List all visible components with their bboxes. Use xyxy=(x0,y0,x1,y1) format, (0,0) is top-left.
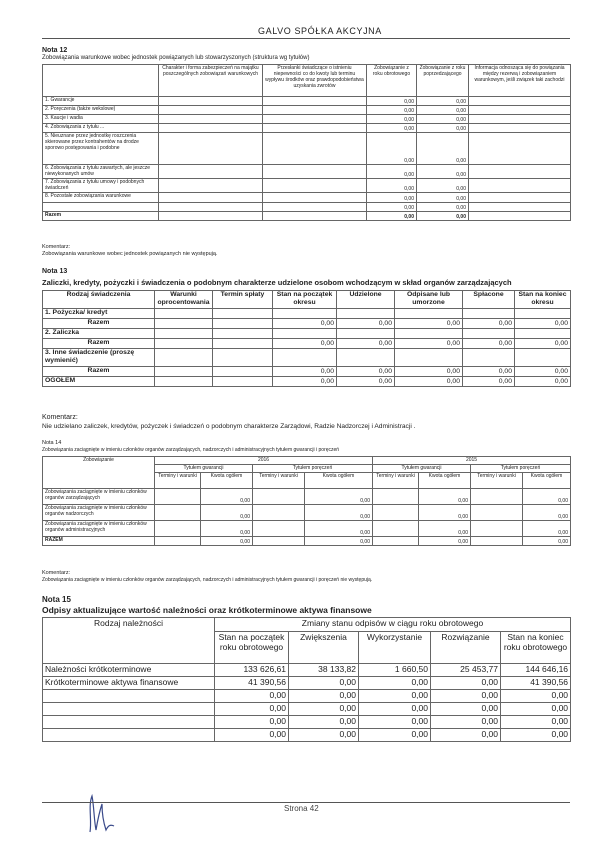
table-row xyxy=(43,677,571,690)
cell-value: 0,00 xyxy=(419,537,471,546)
row-value: 0,00 xyxy=(417,106,469,115)
cell-value: 0,00 xyxy=(305,505,373,521)
row-label: 4. Zobowiązania z tytułu ... xyxy=(43,124,159,133)
row-value: 0,00 xyxy=(367,115,417,124)
note13-table xyxy=(42,290,571,387)
table-total-row xyxy=(43,537,571,546)
note12-col-3: Zobowiązanie z roku obrotowego xyxy=(367,65,417,97)
note15-table xyxy=(42,617,571,742)
cell-value: 25 453,77 xyxy=(431,664,501,677)
table-row xyxy=(43,690,571,703)
year-2016: 2016 xyxy=(155,457,373,465)
cell-value: 0,00 xyxy=(395,339,463,349)
sub-kwota: Kwota ogółem xyxy=(201,473,253,489)
cell-value: 0,00 xyxy=(501,729,571,742)
footer-rule xyxy=(42,802,570,803)
group-poreczen: Tytułem poręczeń xyxy=(471,465,571,473)
cell-value: 38 133,82 xyxy=(289,664,359,677)
row-label: 1. Gwarancje xyxy=(43,97,159,106)
table-row xyxy=(43,716,571,729)
table-total-row xyxy=(43,377,571,387)
cell-value: 0,00 xyxy=(359,716,431,729)
note15-title: Odpisy aktualizujące wartość należności oraz krótkoterminowe aktywa finansowe xyxy=(42,605,372,615)
razem-label: Razem xyxy=(43,367,155,377)
razem-label: Razem xyxy=(43,339,155,349)
note14-label: Nota 14 xyxy=(42,440,62,446)
note14-col0: Zobowiązanie xyxy=(43,457,155,489)
sub-kwota: Kwota ogółem xyxy=(523,473,571,489)
cell-value: 0,00 xyxy=(515,339,571,349)
company-header: GALVO SPÓŁKA AKCYJNA xyxy=(258,26,382,36)
cell-value: 0,00 xyxy=(201,521,253,537)
table-row xyxy=(43,729,571,742)
note14-comment-label: Komentarz: xyxy=(42,570,71,576)
note12-col-5: Informacja odnosząca się do powiązania między rezerwą i zobowiązaniem warunkowym, jeśli związek taki zachodzi xyxy=(469,65,571,97)
cell-value: 1 660,50 xyxy=(359,664,431,677)
cell-value: 0,00 xyxy=(431,716,501,729)
cell-value: 0,00 xyxy=(501,703,571,716)
row-value: 0,00 xyxy=(417,133,469,165)
row-label xyxy=(43,690,215,703)
table-row xyxy=(43,115,571,124)
note15-col0: Rodzaj należności xyxy=(43,618,215,664)
cell-value: 0,00 xyxy=(215,690,289,703)
cell-value: 0,00 xyxy=(289,703,359,716)
table-row xyxy=(43,179,571,193)
cell-value: 0,00 xyxy=(463,377,515,387)
note12-col-0 xyxy=(43,65,159,97)
cell-value: 0,00 xyxy=(273,339,337,349)
cell-value: 0,00 xyxy=(289,729,359,742)
note13-col: Rodzaj świadczenia xyxy=(43,291,155,309)
cell-value: 0,00 xyxy=(523,489,571,505)
row-label: 5. Nieuznane przez jednostkę roszczenia skierowane przez kontrahentów na drodze sporowo postępowania i podobne xyxy=(43,133,159,165)
cell-value: 0,00 xyxy=(463,319,515,329)
sub-terminy: Terminy i warunki xyxy=(471,473,523,489)
row-label: 8. Pozostałe zobowiązania warunkowe xyxy=(43,193,159,203)
note13-col: Spłacone xyxy=(463,291,515,309)
cell-value: 0,00 xyxy=(515,319,571,329)
row-value: 0,00 xyxy=(367,193,417,203)
note15-col: Rozwiązanie xyxy=(431,632,501,664)
header-rule xyxy=(42,38,570,39)
cell-value: 0,00 xyxy=(431,703,501,716)
cell-value: 0,00 xyxy=(501,716,571,729)
cell-value: 0,00 xyxy=(273,367,337,377)
row-label: RAZEM xyxy=(43,537,155,546)
cell-value: 0,00 xyxy=(431,690,501,703)
table-row xyxy=(43,97,571,106)
note12-col-1: Charakter i forma zabezpieczeń na majątku poszczególnych zobowiązań warunkowych xyxy=(159,65,263,97)
row-label: 6. Zobowiązania z tytułu zawartych, ale jeszcze niewykonanych umów xyxy=(43,165,159,179)
row-value: 0,00 xyxy=(417,179,469,193)
group-label: 2. Zaliczka xyxy=(43,329,155,339)
note13-comment: Nie udzielano zaliczek, kredytów, pożyczek i świadczeń o podobnym charakterze Zarządowi, Radzie Nadzorczej i Administracji . xyxy=(42,423,416,430)
row-label: 7. Zobowiązania z tytułu umowy i podobnych świadczeń xyxy=(43,179,159,193)
row-value: 0,00 xyxy=(417,203,469,212)
cell-value: 0,00 xyxy=(215,729,289,742)
row-value: 0,00 xyxy=(367,97,417,106)
cell-value: 0,00 xyxy=(201,537,253,546)
group-label: 3. Inne świadczenie (proszę wymienić) xyxy=(43,349,155,367)
cell-value: 0,00 xyxy=(201,505,253,521)
note14-year-row xyxy=(43,457,571,465)
group-gwarancji: Tytułem gwarancji xyxy=(373,465,471,473)
note15-col: Zwiększenia xyxy=(289,632,359,664)
note14-table xyxy=(42,456,571,546)
cell-value: 41 390,56 xyxy=(215,677,289,690)
total-label: OGÓŁEM xyxy=(43,377,155,387)
table-row xyxy=(43,505,571,521)
cell-value: 0,00 xyxy=(419,489,471,505)
cell-value: 144 646,16 xyxy=(501,664,571,677)
cell-value: 0,00 xyxy=(431,729,501,742)
cell-value: 41 390,56 xyxy=(501,677,571,690)
row-value: 0,00 xyxy=(417,124,469,133)
note13-col: Termin spłaty xyxy=(213,291,273,309)
group-poreczen: Tytułem poręczeń xyxy=(253,465,373,473)
cell-value: 0,00 xyxy=(419,521,471,537)
note14-comment: Zobowiązania zaciągnięte w imieniu członków organów zarządzających, nadzorczych i administracyjnych tytułem gwarancji i poręczeń nie występują. xyxy=(42,577,373,583)
cell-value: 0,00 xyxy=(395,367,463,377)
note12-comment-label: Komentarz: xyxy=(42,244,71,250)
cell-value: 0,00 xyxy=(523,537,571,546)
cell-value: 0,00 xyxy=(337,319,395,329)
row-label: Razem xyxy=(43,212,159,221)
cell-value: 0,00 xyxy=(289,716,359,729)
signature-image xyxy=(84,792,118,838)
row-label: Należności krótkoterminowe xyxy=(43,664,215,677)
cell-value: 0,00 xyxy=(215,703,289,716)
cell-value: 0,00 xyxy=(289,690,359,703)
note15-col: Stan na początek roku obrotowego xyxy=(215,632,289,664)
note15-group-row xyxy=(43,618,571,632)
cell-value: 0,00 xyxy=(523,521,571,537)
row-label: Zobowiązania zaciągnięte w imieniu członków organów nadzorczych xyxy=(43,505,155,521)
sub-terminy: Terminy i warunki xyxy=(373,473,419,489)
year-2015: 2015 xyxy=(373,457,571,465)
note13-comment-label: Komentarz: xyxy=(42,414,78,421)
table-row xyxy=(43,309,571,319)
table-row xyxy=(43,319,571,329)
row-label xyxy=(43,203,159,212)
row-label xyxy=(43,703,215,716)
group-label: 1. Pożyczka/ kredyt xyxy=(43,309,155,319)
row-label: Krótkoterminowe aktywa finansowe xyxy=(43,677,215,690)
cell-value: 0,00 xyxy=(337,377,395,387)
row-label: 2. Poręczenia (także wekslowe) xyxy=(43,106,159,115)
sub-kwota: Kwota ogółem xyxy=(419,473,471,489)
table-row xyxy=(43,703,571,716)
cell-value: 0,00 xyxy=(273,377,337,387)
page-number: Strona 42 xyxy=(284,804,319,813)
row-label: Zobowiązania zaciągnięte w imieniu członków organów zarządzających xyxy=(43,489,155,505)
cell-value: 0,00 xyxy=(431,677,501,690)
table-row xyxy=(43,664,571,677)
table-row xyxy=(43,329,571,339)
cell-value: 0,00 xyxy=(523,505,571,521)
cell-value: 0,00 xyxy=(305,489,373,505)
table-row xyxy=(43,133,571,165)
cell-value: 0,00 xyxy=(289,677,359,690)
table-row xyxy=(43,367,571,377)
cell-value: 0,00 xyxy=(337,367,395,377)
row-label: 3. Kaucje i wadia xyxy=(43,115,159,124)
note13-col: Stan na początek okresu xyxy=(273,291,337,309)
row-value: 0,00 xyxy=(367,212,417,221)
table-row xyxy=(43,165,571,179)
cell-value: 0,00 xyxy=(515,367,571,377)
cell-value: 0,00 xyxy=(337,339,395,349)
row-value: 0,00 xyxy=(367,203,417,212)
cell-value: 0,00 xyxy=(359,677,431,690)
note13-col: Udzielone xyxy=(337,291,395,309)
table-row xyxy=(43,489,571,505)
cell-value: 0,00 xyxy=(501,690,571,703)
sub-terminy: Terminy i warunki xyxy=(155,473,201,489)
row-label xyxy=(43,729,215,742)
note12-col-2: Przesłanki świadczące o istnieniu niepewności co do kwoty lub terminu wypływu środków oraz prawdopodobieństwa uzyskania zwrotów xyxy=(263,65,367,97)
note12-label: Nota 12 xyxy=(42,47,68,54)
cell-value: 0,00 xyxy=(463,339,515,349)
cell-value: 133 626,61 xyxy=(215,664,289,677)
cell-value: 0,00 xyxy=(273,319,337,329)
note12-comment: Zobowiązania warunkowe wobec jednostek powiązanych nie występują. xyxy=(42,251,218,257)
note13-header-row xyxy=(43,291,571,309)
note13-title: Zaliczki, kredyty, pożyczki i świadczenia o podobnym charakterze udzielone osobom wchodzącym w skład organów zarządzających xyxy=(42,278,512,287)
sub-terminy: Terminy i warunki xyxy=(253,473,305,489)
cell-value: 0,00 xyxy=(395,319,463,329)
row-value: 0,00 xyxy=(417,165,469,179)
row-value: 0,00 xyxy=(417,193,469,203)
note12-header-row xyxy=(43,65,571,97)
cell-value: 0,00 xyxy=(201,489,253,505)
note12-col-4: Zobowiązanie z roku poprzedzającego xyxy=(417,65,469,97)
table-row xyxy=(43,106,571,115)
cell-value: 0,00 xyxy=(359,690,431,703)
table-row xyxy=(43,339,571,349)
row-value: 0,00 xyxy=(417,97,469,106)
cell-value: 0,00 xyxy=(305,537,373,546)
row-value: 0,00 xyxy=(367,179,417,193)
row-value: 0,00 xyxy=(417,212,469,221)
note13-col: Odpisane lub umorzone xyxy=(395,291,463,309)
table-row xyxy=(43,193,571,203)
note14-subtitle: Zobowiązania zaciągnięte w imieniu członków organów zarządzających, nadzorczych i administracyjnych tytułem gwarancji i poręczeń xyxy=(42,447,340,453)
cell-value: 0,00 xyxy=(359,703,431,716)
row-value: 0,00 xyxy=(367,124,417,133)
note15-col: Stan na koniec roku obrotowego xyxy=(501,632,571,664)
note15-group: Zmiany stanu odpisów w ciągu roku obrotowego xyxy=(215,618,571,632)
note13-col: Warunki oprocentowania xyxy=(155,291,213,309)
razem-label: Razem xyxy=(43,319,155,329)
row-label xyxy=(43,716,215,729)
note13-label: Nota 13 xyxy=(42,268,68,275)
row-label: Zobowiązania zaciągnięte w imieniu członków organów administracyjnych xyxy=(43,521,155,537)
cell-value: 0,00 xyxy=(395,377,463,387)
table-total-row xyxy=(43,212,571,221)
row-value: 0,00 xyxy=(367,165,417,179)
cell-value: 0,00 xyxy=(215,716,289,729)
cell-value: 0,00 xyxy=(359,729,431,742)
cell-value: 0,00 xyxy=(515,377,571,387)
row-value: 0,00 xyxy=(417,115,469,124)
row-value: 0,00 xyxy=(367,106,417,115)
row-value: 0,00 xyxy=(367,133,417,165)
note15-label: Nota 15 xyxy=(42,595,71,604)
cell-value: 0,00 xyxy=(463,367,515,377)
sub-kwota: Kwota ogółem xyxy=(305,473,373,489)
group-gwarancji: Tytułem gwarancji xyxy=(155,465,253,473)
note12-subtitle: Zobowiązania warunkowe wobec jednostek powiązanych lub stowarzyszonych (struktura wg tytułów) xyxy=(42,55,310,61)
table-row xyxy=(43,521,571,537)
cell-value: 0,00 xyxy=(305,521,373,537)
note15-col: Wykorzystanie xyxy=(359,632,431,664)
table-row xyxy=(43,124,571,133)
cell-value: 0,00 xyxy=(419,505,471,521)
table-row xyxy=(43,349,571,367)
note12-table xyxy=(42,64,571,221)
note13-col: Stan na koniec okresu xyxy=(515,291,571,309)
table-row xyxy=(43,203,571,212)
